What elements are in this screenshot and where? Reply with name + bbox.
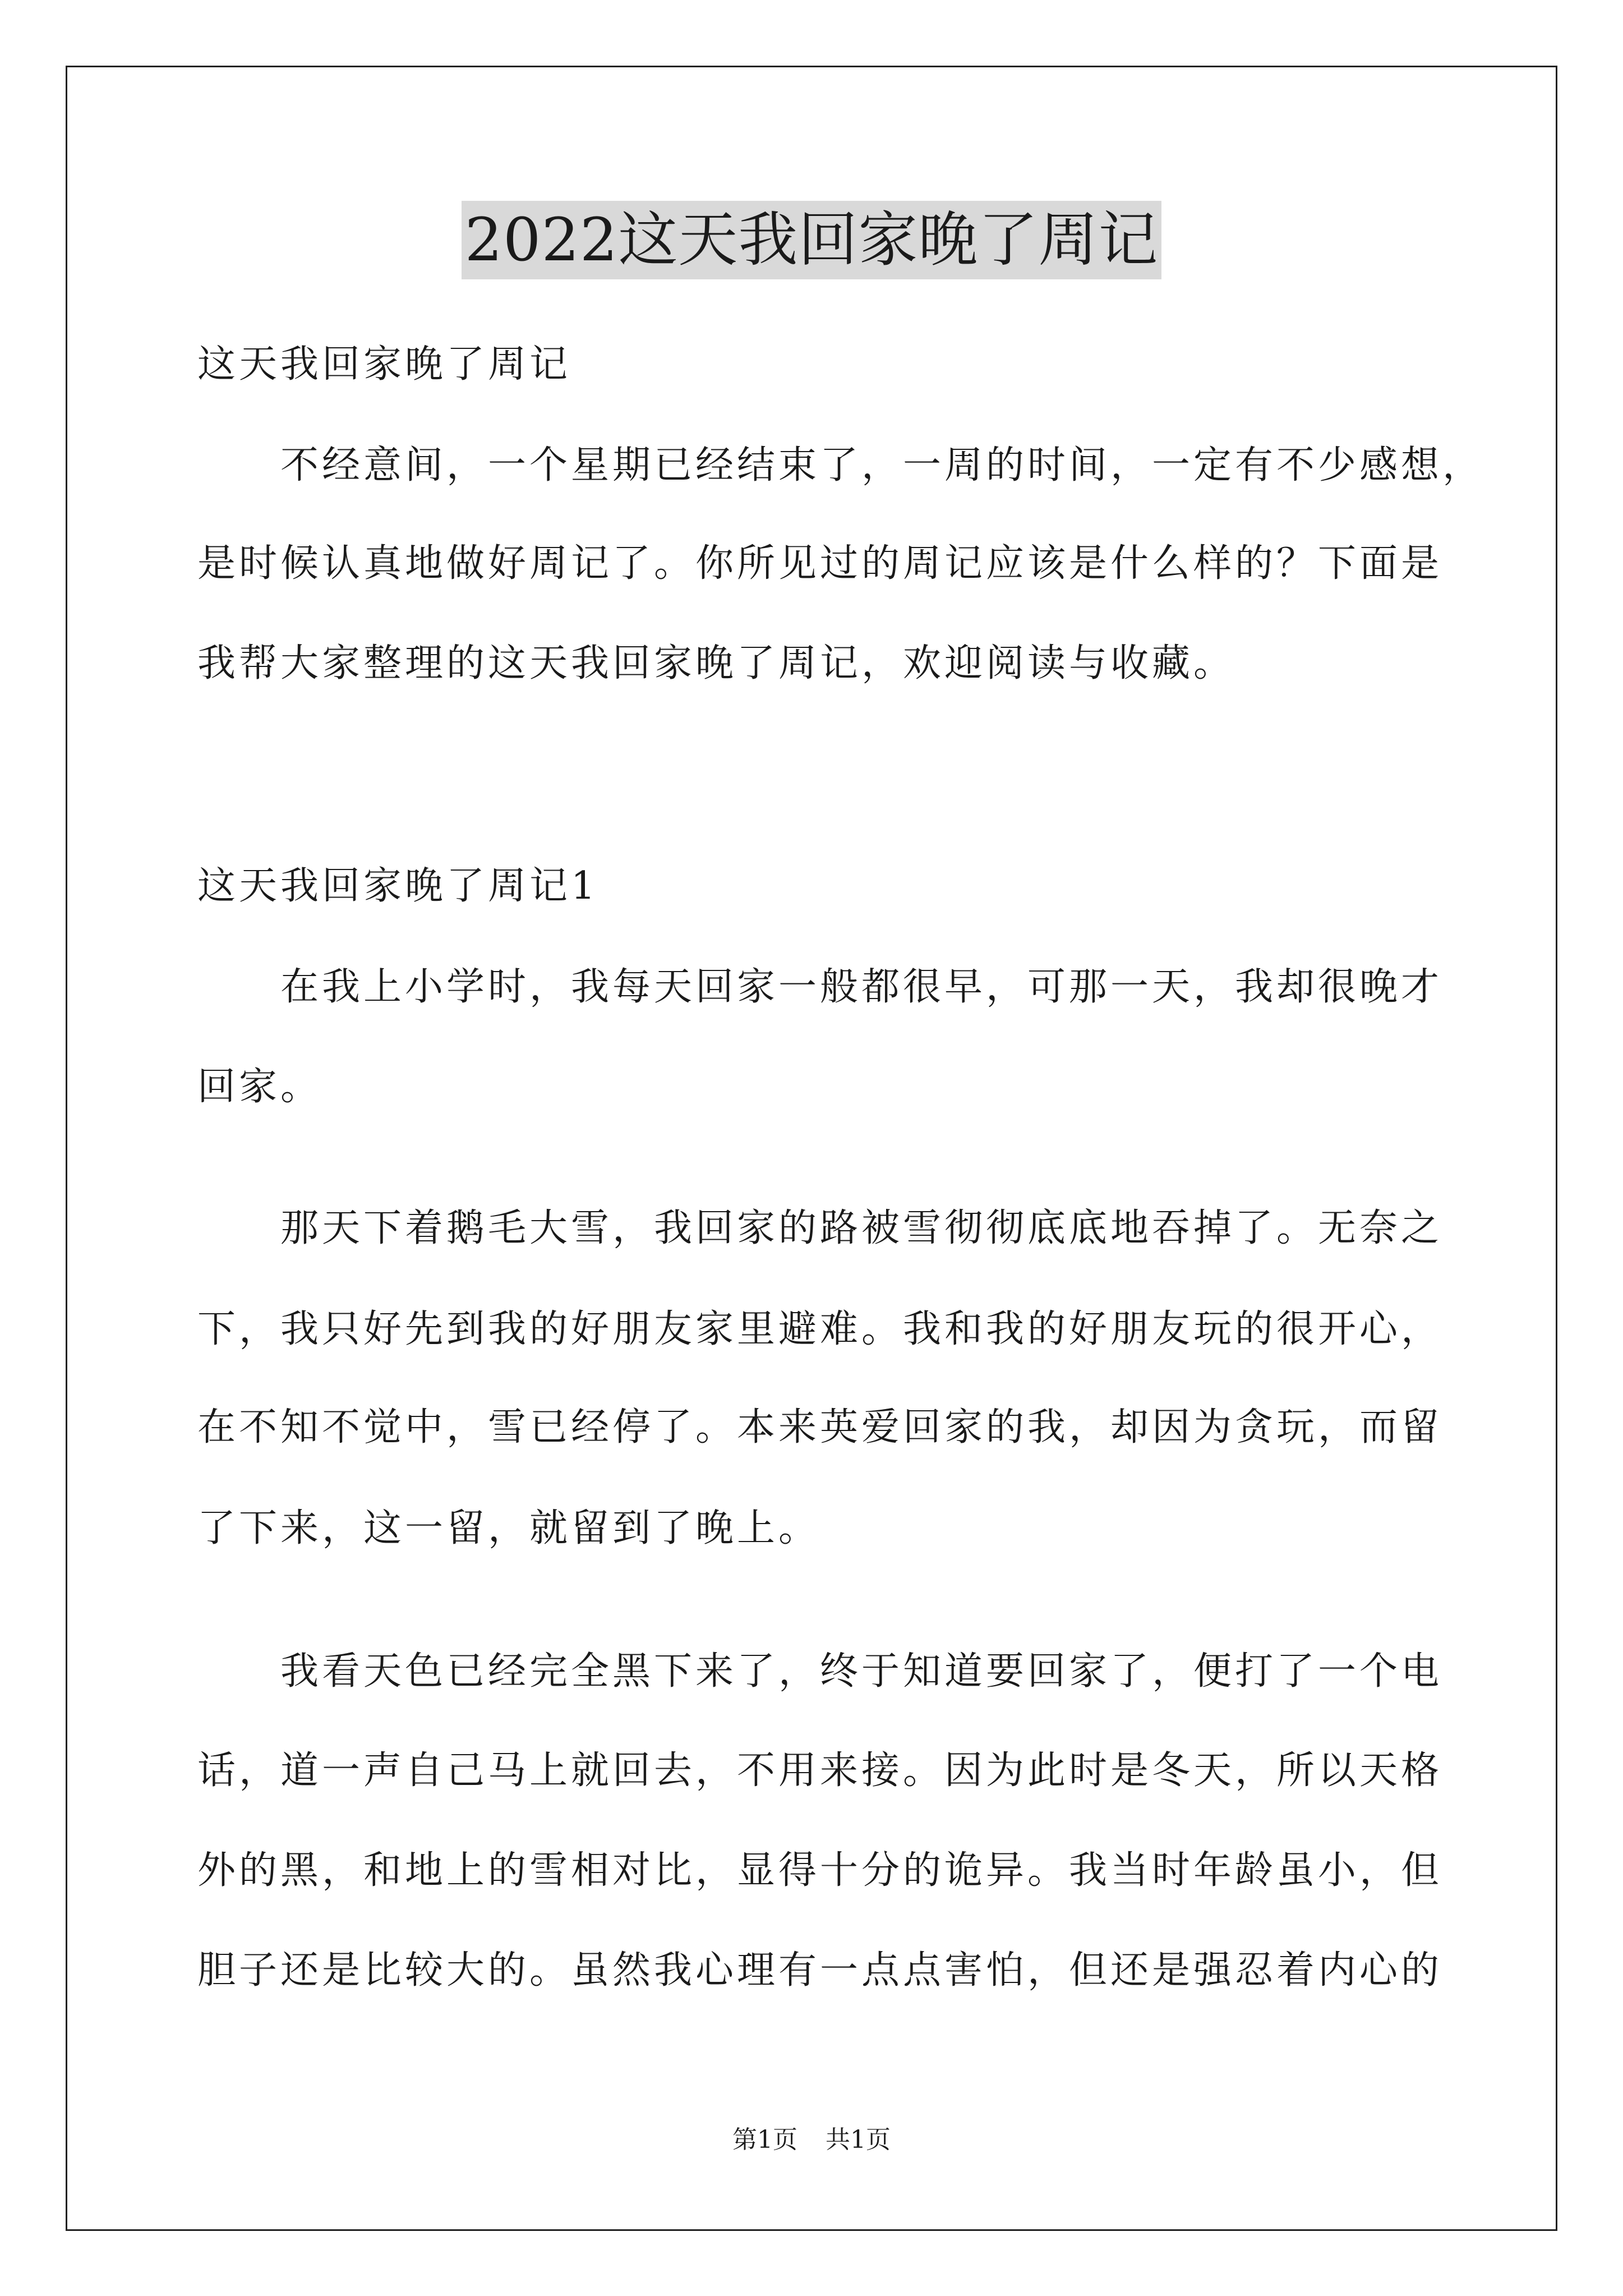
page-total: 共1页 bbox=[826, 2125, 891, 2154]
page-footer bbox=[0, 2123, 1623, 2157]
body-line-1: 在我上小学时，我每天回家一般都很早，可那一天，我却很晚才 bbox=[197, 965, 1443, 1009]
body-line-2: 回家。 bbox=[197, 1065, 322, 1109]
body-line-9: 外的黑，和地上的雪相对比，显得十分的诡异。我当时年龄虽小，但 bbox=[197, 1848, 1443, 1893]
intro-line-2: 是时候认真地做好周记了。你所见过的周记应该是什么样的？下面是 bbox=[197, 541, 1443, 586]
title-container bbox=[0, 201, 1623, 279]
page-border bbox=[66, 66, 1557, 2231]
intro-line-3: 我帮大家整理的这天我回家晚了周记，欢迎阅读与收藏。 bbox=[197, 641, 1235, 685]
subtitle: 这天我回家晚了周记 bbox=[197, 342, 571, 386]
body-line-5: 在不知不觉中，雪已经停了。本来英爱回家的我，却因为贪玩，而留 bbox=[197, 1405, 1443, 1450]
body-line-6: 了下来，这一留，就留到了晚上。 bbox=[197, 1506, 820, 1550]
body-line-7: 我看天色已经完全黑下来了，终于知道要回家了，便打了一个电 bbox=[197, 1649, 1443, 1694]
body-line-4: 下，我只好先到我的好朋友家里避难。我和我的好朋友玩的很开心， bbox=[197, 1307, 1443, 1351]
document-title: 2022这天我回家晚了周记 bbox=[462, 201, 1162, 279]
page-current: 第1页 bbox=[732, 2125, 797, 2154]
intro-line-1: 不经意间，一个星期已经结束了，一周的时间，一定有不少感想， bbox=[197, 443, 1484, 487]
body-line-8: 话，道一声自己马上就回去，不用来接。因为此时是冬天，所以天格 bbox=[197, 1749, 1443, 1793]
section-heading: 这天我回家晚了周记1 bbox=[197, 864, 599, 908]
body-line-10: 胆子还是比较大的。虽然我心理有一点点害怕，但还是强忍着内心的 bbox=[197, 1948, 1443, 1993]
body-line-3: 那天下着鹅毛大雪，我回家的路被雪彻彻底底地吞掉了。无奈之 bbox=[197, 1206, 1443, 1250]
